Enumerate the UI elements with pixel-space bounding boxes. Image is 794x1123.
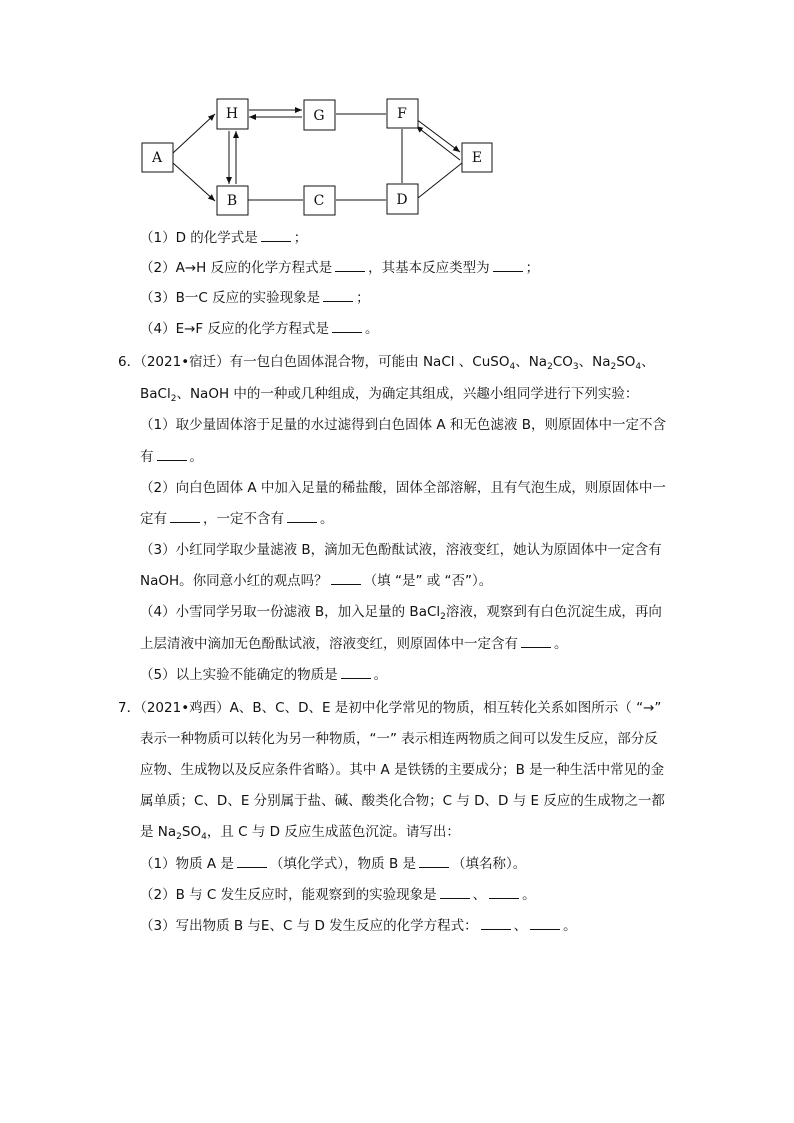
q6-part4-line1: （4）小雪同学另取一份滤液 B，加入足量的 BaCl$_2$溶液，观察到有白色沉淀生成，再向 [140, 604, 662, 622]
answer-blank[interactable] [287, 508, 317, 523]
q5-part1: （1）D 的化学式是 ； [140, 227, 307, 249]
q7-stem-line1: 7．（2021•鸡西）A、B、C、D、E 是初中化学常见的物质，相互转化关系如图所示（ “→” [118, 700, 662, 716]
q7-stem-line3: 应物、生成物以及反应条件省略）。其中 A 是铁锈的主要成分；B 是一种生活中常见的金 [140, 762, 665, 778]
answer-blank[interactable] [419, 853, 449, 868]
q7-part3: （3）写出物质 B 与E、C 与 D 发生反应的化学方程式： 、 。 [140, 915, 577, 937]
q7-stem-line4: 属单质；C、D、E 分别属于盐、碱、酸类化合物；C 与 D、D 与 E 反应的生成物之一都 [140, 793, 665, 809]
q6-part4-line2: 上层清液中滴加无色酚酞试液，溶液变红，则原固体中一定含有 。 [140, 633, 568, 655]
q7-stem-line5: 是 $Na_2SO_4$，且 C 与 D 反应生成蓝色沉淀。请写出： [140, 824, 460, 842]
answer-blank[interactable] [237, 853, 267, 868]
answer-blank[interactable] [261, 227, 291, 242]
q6-part3-line2: NaOH。你同意小红的观点吗？ （填 “是” 或 “否”）。 [140, 570, 492, 592]
q5-part3: （3）B一C 反应的实验现象是 ； [140, 287, 370, 309]
q6-stem-line1: 6．（2021•宿迁）有一包白色固体混合物，可能由 NaCl 、CuSO$_4$、$Na_2CO_3$、$Na_2SO_4$、 [118, 354, 655, 372]
q7-stem-line2: 表示一种物质可以转化为另一种物质，“一” 表示相连两物质之间可以发生反应，部分反 [140, 731, 658, 747]
node-label-e: E [471, 150, 483, 166]
q6-part2-line2: 定有 ，一定不含有 。 [140, 508, 334, 530]
link-e-d [418, 163, 462, 198]
answer-blank[interactable] [493, 257, 523, 272]
node-label-g: G [313, 108, 325, 124]
node-label-a: A [151, 150, 163, 166]
q6-part3-line1: （3）小红同学取少量滤液 B，滴加无色酚酞试液，溶液变红，她认为原固体中一定含有 [140, 542, 662, 558]
answer-blank[interactable] [440, 884, 470, 899]
node-label-h: H [225, 106, 239, 122]
arrow-a-h [173, 114, 215, 153]
answer-blank[interactable] [481, 915, 511, 930]
arrow-e-f [416, 126, 460, 160]
q7-part2: （2）B 与 C 发生反应时，能观察到的实验现象是 、 。 [140, 884, 536, 906]
q6-part1-line2: 有 。 [140, 446, 203, 468]
q6-part2-line1: （2）向白色固体 A 中加入足量的稀盐酸，固体全部溶解，且有气泡生成，则原固体中一 [140, 480, 666, 496]
q5-part4: （4）E→F 反应的化学方程式是 。 [140, 318, 379, 340]
arrow-f-e [416, 119, 460, 152]
answer-blank[interactable] [521, 633, 551, 648]
node-label-d: D [396, 192, 408, 208]
answer-blank[interactable] [157, 446, 187, 461]
answer-blank[interactable] [332, 318, 362, 333]
answer-blank[interactable] [530, 915, 560, 930]
arrow-a-b [173, 163, 215, 201]
node-label-b: B [226, 193, 238, 209]
answer-blank[interactable] [170, 508, 200, 523]
answer-blank[interactable] [335, 257, 365, 272]
reaction-diagram [0, 0, 794, 230]
q7-part1: （1）物质 A 是 （填化学式），物质 B 是 （填名称）。 [140, 853, 526, 875]
q5-part2: （2）A→H 反应的化学方程式是 ，其基本反应类型为 ； [140, 257, 539, 279]
answer-blank[interactable] [323, 287, 353, 302]
answer-blank[interactable] [489, 884, 519, 899]
answer-blank[interactable] [331, 570, 361, 585]
q6-part5: （5）以上实验不能确定的物质是 。 [140, 664, 387, 686]
node-label-c: C [313, 193, 325, 209]
answer-blank[interactable] [341, 664, 371, 679]
q6-part1-line1: （1）取少量固体溶于足量的水过滤得到白色固体 A 和无色滤液 B，则原固体中一定不含 [140, 417, 666, 433]
q6-stem-line2: BaCl$_2$、NaOH 中的一种或几种组成，为确定其组成，兴趣小组同学进行下列实验： [140, 386, 639, 404]
node-label-f: F [397, 106, 407, 122]
